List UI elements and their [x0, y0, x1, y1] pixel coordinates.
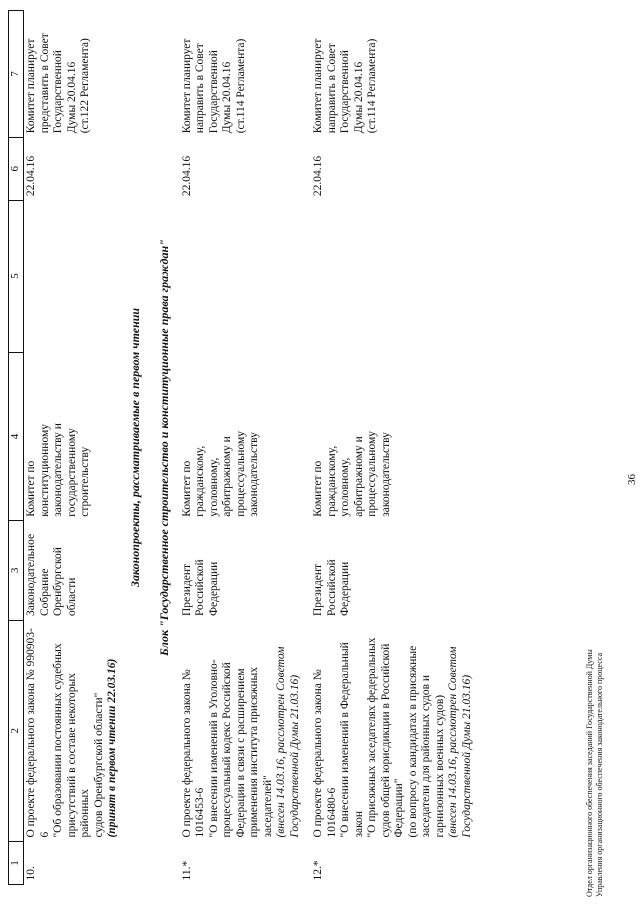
status-line: (ст.122 Регламента) [79, 38, 91, 134]
committee-cell [180, 352, 304, 521]
status-line: представить в Совет [38, 33, 51, 134]
page-footer [585, 17, 605, 897]
bill-title-cell [180, 620, 304, 841]
col5-cell [24, 200, 121, 352]
status-line: Государственной [207, 50, 220, 134]
initiator-line: Российской [325, 559, 338, 617]
date-cell: 22.04.16 [25, 155, 37, 197]
bill-note: (принят в первом чтении 22.03.16) [106, 658, 118, 838]
bill-title-line: Федерации в связи с расширением [234, 668, 247, 838]
col5-cell [180, 200, 304, 352]
committee-line: конституционному [38, 423, 51, 517]
footer-line: Отдел организационного обеспечения заседаний Государственной Думы [585, 649, 594, 897]
bill-title-line: "Об образовании постоянных судебных [52, 643, 64, 838]
row-spacer [303, 11, 311, 885]
date-cell: 22.04.16 [180, 155, 193, 197]
status-cell [24, 11, 121, 138]
status-line: (ст.114 Регламента) [234, 38, 247, 134]
bill-title-cell [311, 620, 475, 841]
status-line: направить в Совет [194, 43, 206, 134]
initiator-cell [311, 521, 475, 620]
bill-title-line: "О присяжных заседателях федеральных [366, 637, 378, 838]
status-line: Думы 20.04.16 [221, 61, 233, 134]
table-header-row [9, 11, 24, 885]
bills-table [8, 10, 475, 885]
status-line: Государственной [52, 50, 64, 134]
bill-title-line: "О внесении изменений в Уголовно- [207, 659, 220, 838]
block-heading: Блок "Государственное строительство и конституционные права граждан" [157, 239, 171, 656]
page-number: 36 [626, 474, 638, 485]
initiator-line: Оренбургской [52, 547, 64, 617]
status-line: Комитет планирует [180, 38, 193, 134]
bill-title-cell [24, 620, 121, 841]
block-heading-row [150, 11, 180, 885]
status-cell [180, 11, 304, 138]
column-header: 1 [9, 842, 24, 885]
row-number: 11.* [180, 860, 193, 881]
footer-line: Управления организационного обеспечения законодательного процесса [595, 652, 604, 897]
committee-line: процессуальному [366, 430, 378, 517]
row-number: 12.* [312, 860, 324, 881]
bill-title-line: "О внесении изменений в Федеральный закон [339, 642, 365, 838]
committee-line: Комитет по [312, 460, 324, 517]
committee-line: гражданскому, [325, 445, 338, 517]
committee-line: уголовному, [339, 457, 351, 517]
committee-line: Комитет по [180, 460, 193, 517]
status-line: направить в Совет [325, 43, 338, 134]
status-line: (ст.114 Регламента) [366, 38, 378, 134]
committee-line: процессуальному [234, 430, 247, 517]
bill-title-line: (по вопросу о кандидатах в присяжные [406, 645, 419, 838]
bill-title-line: О проекте федерального закона № 1016480-6 [312, 669, 338, 838]
initiator-line: Федерации [339, 561, 351, 617]
bill-title-line: применения института присяжных [248, 666, 260, 838]
bill-title-line: О проекте федерального закона № 990903-6 [25, 628, 51, 838]
committee-line: строительству [79, 446, 91, 517]
bill-title-line: судов Оренбургской области" [92, 692, 105, 838]
bill-note: (внесен 14.03.16, рассмотрен Советом Государственной Думы 21.03.16) [447, 646, 473, 838]
column-header: 7 [9, 11, 24, 138]
section-heading: Законопроекты, рассматриваемые в первом чтении [127, 307, 142, 588]
committee-line: арбитражному и [352, 436, 365, 517]
col5-cell [311, 200, 475, 352]
bill-title-line: заседателей" [261, 775, 274, 838]
bill-title-line: процессуальный кодекс Российской [221, 662, 233, 838]
column-header: 5 [9, 200, 24, 352]
section-heading-row [121, 11, 151, 885]
status-line: Государственной [339, 50, 351, 134]
initiator-line: Законодательное [25, 533, 37, 617]
column-header: 3 [9, 521, 24, 620]
bill-title-line: гарнизонных военных судов) [433, 694, 446, 838]
initiator-line: Собрание [38, 568, 51, 617]
date-cell: 22.04.16 [312, 155, 324, 197]
bill-title-line: заседатели для районных судов и [420, 674, 432, 838]
table-row [24, 11, 121, 885]
initiator-line: Федерации [207, 561, 220, 617]
status-line: Думы 20.04.16 [65, 61, 78, 134]
bill-title-line: присутствий в составе некоторых районных [65, 672, 91, 838]
table-row [311, 11, 475, 885]
initiator-line: Президент [180, 563, 193, 617]
initiator-line: Российской [194, 559, 206, 617]
bill-note: (внесен 14.03.16, рассмотрен Советом Государственной Думы 21.03.16) [275, 646, 301, 838]
status-line: Комитет планирует [25, 38, 37, 134]
committee-line: уголовному, [207, 457, 220, 517]
committee-cell [24, 352, 121, 521]
committee-line: законодательству [248, 432, 260, 517]
committee-cell [311, 352, 475, 521]
status-cell [311, 11, 475, 138]
column-header: 4 [9, 352, 24, 521]
bill-title-line: О проекте федерального закона № 1016453-6 [180, 669, 206, 838]
committee-line: государственному [65, 428, 78, 517]
bill-title-line: Федерации" [393, 778, 405, 838]
committee-line: арбитражному и [221, 436, 233, 517]
initiator-cell [180, 521, 304, 620]
committee-line: гражданскому, [194, 445, 206, 517]
status-line: Думы 20.04.16 [352, 61, 365, 134]
committee-line: законодательству и [52, 423, 64, 517]
column-header: 2 [9, 620, 24, 841]
bill-title-line: судов общей юрисдикции в Российской [379, 643, 392, 838]
row-number: 10. [25, 866, 37, 881]
initiator-cell [24, 521, 121, 620]
table-row [180, 11, 304, 885]
committee-line: законодательству [379, 432, 392, 517]
initiator-line: Президент [312, 563, 324, 617]
status-line: Комитет планирует [312, 38, 324, 134]
committee-line: Комитет по [25, 460, 37, 517]
initiator-line: области [65, 577, 78, 617]
column-header: 6 [9, 137, 24, 200]
